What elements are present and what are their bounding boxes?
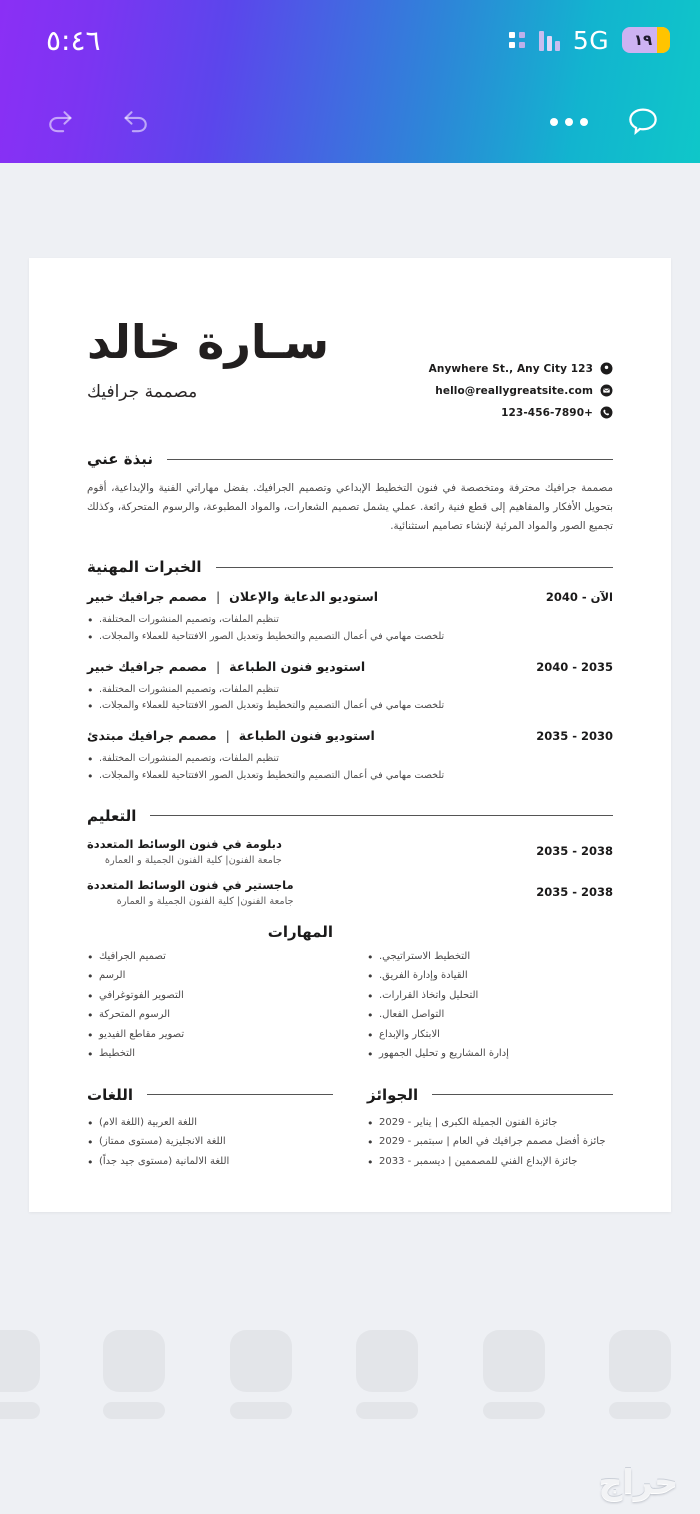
- about-body: مصممة جرافيك محترفة ومتخصصة في فنون التخطيط الإبداعي وتصميم الجرافيك. بفضل مهاراتي الفنية والإبداعية، أقوم بتحويل الأفكار والمفاهيم إلى قطع فنية رائعة. عملي يشمل تصميم الشعارات، والمواد المطبوعة، والرسوم المتحركة، وكذلك تجميع الصور والمواد المرئية لإنشاء تصاميم استثنائية.: [87, 482, 613, 533]
- experience-date: 2040 - 2035: [536, 659, 613, 674]
- experience-bullet: • تلخصت مهامي في أعمال التصميم والتخطيط وتعديل الصور الافتتاحية للعملاء والمجلات.: [87, 768, 613, 785]
- resume-name: سـارة خالد: [87, 315, 330, 369]
- education-heading-row: [87, 807, 613, 825]
- redo-icon[interactable]: [42, 104, 78, 140]
- dock-app-placeholder[interactable]: [483, 1330, 545, 1419]
- education-item: [87, 837, 613, 866]
- experience-title-line: [87, 659, 365, 674]
- signal-dots-icon: [509, 32, 525, 48]
- status-left-group: [509, 26, 670, 55]
- skills-title: المهارات: [267, 922, 333, 941]
- awards-heading-row: [367, 1086, 613, 1104]
- battery-level-label: ١٩: [633, 31, 653, 49]
- awards-divider: [432, 1094, 613, 1095]
- education-detail: [87, 878, 294, 907]
- experience-company: استوديو فنون الطباعة: [229, 658, 366, 674]
- signal-bars-icon: [539, 29, 560, 51]
- skill-item: • التواصل الفعال.: [367, 1005, 613, 1025]
- contact-address-label: Anywhere St., Any City 123: [428, 362, 593, 375]
- education-degree: ماجستير في فنون الوسائط المتعددة: [87, 877, 294, 892]
- section-about: [87, 450, 613, 536]
- award-item: • جائزة الإبداع الفني للمصممين | ديسمبر - 2033: [367, 1152, 613, 1172]
- awards-column: [367, 1086, 613, 1172]
- watermark-label: حراج: [598, 1462, 678, 1501]
- experience-divider: [216, 567, 613, 568]
- network-type-label: 5G: [572, 25, 609, 55]
- language-item: • اللغة الانجليزية (مستوى ممتاز): [87, 1132, 333, 1152]
- name-block: [87, 314, 329, 402]
- app-bar: [0, 0, 700, 163]
- about-divider: [167, 459, 613, 460]
- contact-row-phone: [429, 406, 613, 419]
- language-item: • اللغة الالمانية (مستوى جيد جداً): [87, 1152, 333, 1172]
- education-school: جامعة الفنون| كلية الفنون الجميلة و العمارة: [116, 895, 294, 907]
- dock-app-placeholder[interactable]: [230, 1330, 292, 1419]
- clock-label: ٥:٤٦: [46, 23, 101, 57]
- more-options-icon[interactable]: [550, 118, 588, 126]
- experience-date: 2040 - الآن: [545, 590, 613, 605]
- experience-position: مصمم جرافيك خبير: [87, 658, 207, 674]
- skill-item: • التخطيط الاستراتيجي.: [367, 947, 613, 967]
- education-school: جامعة الفنون| كلية الفنون الجميلة و العمارة: [104, 854, 282, 866]
- experience-separator: |: [215, 658, 221, 674]
- skill-item: • إدارة المشاريع و تحليل الجمهور: [367, 1044, 613, 1064]
- contact-row-address: [429, 362, 613, 375]
- language-item: • اللغة العربية (اللغة الام): [87, 1113, 333, 1133]
- skills-right-list: [87, 947, 333, 1064]
- languages-column: [87, 1086, 333, 1172]
- skills-left-column: [367, 923, 613, 1064]
- skills-right-column: [87, 923, 333, 1064]
- skill-item: • الرسوم المتحركة: [87, 1005, 333, 1025]
- experience-company: استوديو الدعاية والإعلان: [229, 589, 379, 605]
- award-item: • جائزة أفضل مصمم جرافيك في العام | سبتمبر - 2029: [367, 1132, 613, 1152]
- resume-canvas[interactable]: [29, 258, 671, 1212]
- resume-role: مصممة جرافيك: [87, 382, 198, 403]
- comment-bubble-icon[interactable]: [624, 103, 662, 141]
- contact-row-email: [429, 384, 613, 397]
- languages-title: اللغات: [87, 1085, 134, 1104]
- editor-toolbar: [0, 80, 700, 163]
- skill-item: • التصوير الفوتوغرافي: [87, 986, 333, 1006]
- phone-icon: [600, 406, 613, 419]
- contact-phone-label: 123-456-7890+: [501, 406, 593, 419]
- section-experience: [87, 558, 613, 785]
- experience-title-line: [87, 728, 375, 743]
- education-date: 2035 - 2038: [536, 885, 613, 900]
- battery-icon: [622, 27, 670, 53]
- experience-bullets: [87, 751, 613, 785]
- resume-sheet: [29, 258, 671, 1171]
- experience-item-header: [87, 728, 613, 743]
- experience-date: 2035 - 2030: [536, 729, 613, 744]
- experience-heading-row: [87, 558, 613, 576]
- section-education: [87, 807, 613, 907]
- education-item: [87, 878, 613, 907]
- dock-app-placeholder[interactable]: [609, 1330, 671, 1419]
- experience-item-header: [87, 589, 613, 604]
- languages-divider: [147, 1094, 333, 1095]
- languages-list: [87, 1113, 333, 1172]
- experience-item: [87, 589, 613, 646]
- awards-title: الجوائز: [367, 1085, 419, 1104]
- resume-header: [87, 314, 613, 428]
- experience-bullet: • تنظيم الملفات، وتصميم المنشورات المختلفة.: [87, 612, 613, 629]
- app-dock-skeleton: [0, 1330, 700, 1420]
- about-heading-row: [87, 450, 613, 468]
- dock-app-placeholder[interactable]: [356, 1330, 418, 1419]
- experience-bullet: • تنظيم الملفات، وتصميم المنشورات المختلفة.: [87, 751, 613, 768]
- experience-bullets: [87, 682, 613, 716]
- toolbar-right-group: [22, 104, 154, 140]
- section-awards-languages: [87, 1086, 613, 1172]
- skill-item: • التحليل واتخاذ القرارات.: [367, 986, 613, 1006]
- skill-item: • تصميم الجرافيك: [87, 947, 333, 967]
- skill-item: • تصوير مقاطع الفيديو: [87, 1025, 333, 1045]
- skills-left-list: [367, 947, 613, 1064]
- contact-block: [429, 362, 613, 428]
- about-title: نبذة عني: [87, 450, 154, 468]
- education-divider: [150, 815, 613, 816]
- experience-separator: |: [215, 589, 221, 605]
- dock-app-placeholder[interactable]: [103, 1330, 165, 1419]
- status-bar: [0, 0, 700, 80]
- location-pin-icon: [600, 362, 613, 375]
- skill-item: • الرسم: [87, 966, 333, 986]
- skill-item: • التخطيط: [87, 1044, 333, 1064]
- education-degree: دبلومة في فنون الوسائط المتعددة: [87, 836, 282, 851]
- experience-position: مصمم جرافيك مبتدئ: [87, 728, 217, 744]
- skill-item: • القيادة وإدارة الفريق.: [367, 966, 613, 986]
- experience-title: الخبرات المهنية: [87, 558, 202, 577]
- experience-bullets: [87, 612, 613, 646]
- experience-item: [87, 659, 613, 716]
- toolbar-left-group: [550, 103, 678, 141]
- section-skills: [87, 923, 613, 1064]
- experience-separator: |: [225, 728, 230, 744]
- dock-app-placeholder[interactable]: [0, 1330, 40, 1419]
- experience-item: [87, 728, 613, 785]
- award-item: • جائزة الفنون الجميلة الكبرى | يناير - 2029: [367, 1113, 613, 1133]
- undo-icon[interactable]: [118, 104, 154, 140]
- experience-title-line: [87, 589, 378, 604]
- education-detail: [87, 837, 282, 866]
- education-date: 2035 - 2038: [536, 844, 613, 859]
- experience-bullet: • تلخصت مهامي في أعمال التصميم والتخطيط وتعديل الصور الافتتاحية للعملاء والمجلات.: [87, 629, 613, 646]
- contact-email-label: hello@reallygreatsite.com: [435, 384, 593, 397]
- email-icon: [600, 384, 613, 397]
- experience-bullet: • تلخصت مهامي في أعمال التصميم والتخطيط وتعديل الصور الافتتاحية للعملاء والمجلات.: [87, 698, 613, 715]
- experience-position: مصمم جرافيك خبير: [87, 589, 207, 605]
- awards-list: [367, 1113, 613, 1172]
- battery-fill: [657, 27, 670, 53]
- experience-bullet: • تنظيم الملفات، وتصميم المنشورات المختلفة.: [87, 682, 613, 699]
- experience-item-header: [87, 659, 613, 674]
- education-title: التعليم: [87, 806, 137, 825]
- skill-item: • الابتكار والإبداع: [367, 1025, 613, 1045]
- languages-heading-row: [87, 1086, 333, 1104]
- experience-company: استوديو فنون الطباعة: [238, 728, 375, 744]
